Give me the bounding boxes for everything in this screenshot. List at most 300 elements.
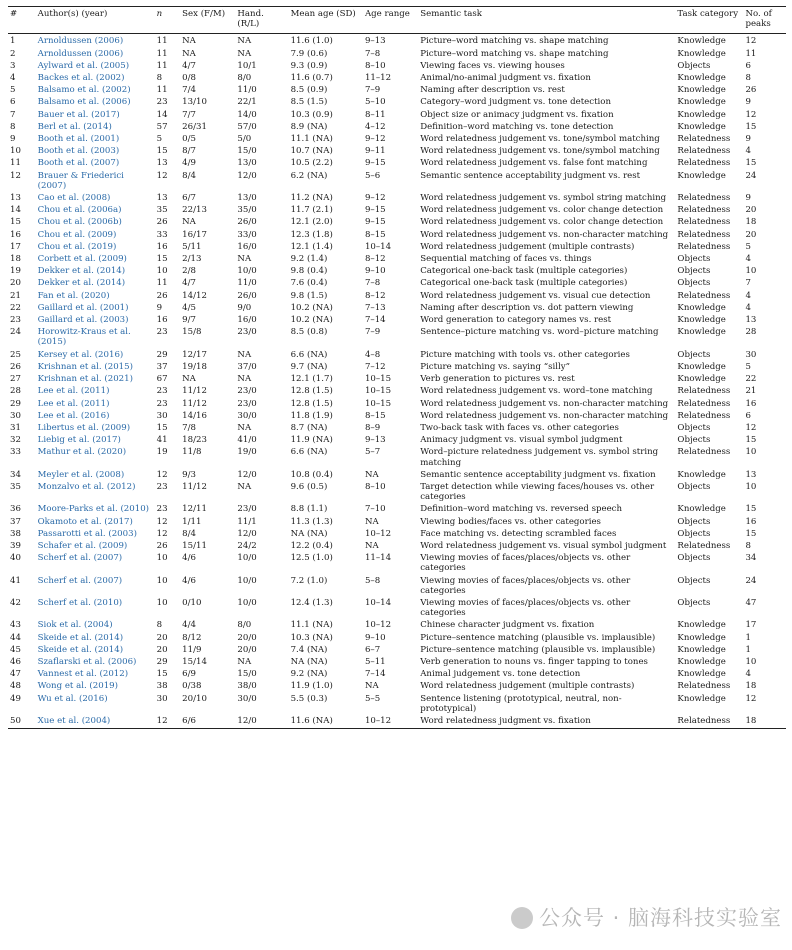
cell-handedness: NA — [237, 254, 252, 265]
table-row — [8, 228, 786, 240]
cell-num: 2 — [10, 48, 16, 59]
cell-author[interactable]: Libertus et al. (2009) — [37, 422, 131, 433]
cell-sex: 4/6 — [182, 575, 196, 586]
cell-num-peaks: 10 — [745, 447, 757, 458]
cell-sex: 2/8 — [182, 266, 196, 277]
cell-age-range: 5–11 — [364, 656, 386, 667]
cell-num-peaks: 8 — [745, 73, 751, 84]
watermark-text: 公众号 · 脑海科技实验室 — [538, 906, 782, 930]
cell-handedness: 13/0 — [237, 158, 257, 169]
cell-author[interactable]: Lee et al. (2011) — [37, 386, 110, 397]
cell-author[interactable]: Berl et al. (2014) — [37, 121, 112, 132]
cell-n: 16 — [156, 315, 168, 326]
cell-handedness: 41/0 — [237, 435, 257, 446]
cell-n: 19 — [156, 447, 168, 458]
cell-author[interactable]: Fan et al. (2020) — [37, 290, 110, 301]
cell-mean-age: 8.7 (NA) — [290, 422, 328, 433]
cell-n: 11 — [156, 60, 168, 71]
cell-sex: 18/23 — [182, 435, 207, 446]
cell-author[interactable]: Dekker et al. (2014) — [37, 278, 126, 289]
table-row — [8, 252, 786, 264]
cell-handedness: 20/0 — [237, 644, 257, 655]
cell-age-range: 5–5 — [364, 693, 381, 704]
cell-handedness: 9/0 — [237, 302, 252, 313]
cell-handedness: 20/0 — [237, 632, 257, 643]
cell-sex: 4/4 — [182, 620, 196, 631]
cell-mean-age: 11.9 (1.0) — [290, 681, 333, 692]
cell-task-category: Relatedness — [677, 229, 731, 240]
cell-num: 10 — [10, 146, 21, 157]
cell-handedness: 10/0 — [237, 575, 257, 586]
table-row — [8, 144, 786, 156]
cell-n: 10 — [156, 597, 168, 608]
cell-num: 19 — [10, 266, 21, 277]
cell-author[interactable]: Scherf et al. (2007) — [37, 553, 123, 564]
cell-author[interactable]: Krishnan et al. (2015) — [37, 361, 133, 372]
table-row — [8, 325, 786, 347]
cell-num-peaks: 5 — [745, 241, 751, 252]
cell-semantic-task: Naming after description vs. rest — [420, 85, 565, 96]
table-row — [8, 313, 786, 325]
cell-num: 20 — [10, 278, 21, 289]
cell-sex: NA — [182, 36, 196, 47]
table-row — [8, 667, 786, 679]
cell-author[interactable]: Arnoldussen (2006) — [37, 36, 124, 47]
cell-author[interactable]: Dekker et al. (2014) — [37, 266, 126, 277]
cell-sex: 13/10 — [182, 97, 207, 108]
cell-age-range: 8–9 — [364, 422, 381, 433]
cell-author[interactable]: Brauer & Friederici (2007) — [37, 170, 124, 191]
cell-sex: NA — [182, 48, 196, 59]
cell-n: 8 — [156, 620, 163, 631]
cell-n: 23 — [156, 327, 168, 338]
cell-author[interactable]: Gaillard et al. (2003) — [37, 315, 129, 326]
cell-semantic-task: Categorical one-back task (multiple categories) — [420, 278, 628, 289]
cell-mean-age: 10.5 (2.2) — [290, 158, 333, 169]
cell-semantic-task: Word generation to category names vs. rest — [420, 315, 612, 326]
cell-handedness: NA — [237, 374, 252, 385]
cell-semantic-task: Word relatedness judgement vs. non-character matching — [420, 410, 669, 421]
cell-author[interactable]: Balsamo et al. (2006) — [37, 97, 131, 108]
wechat-icon — [511, 907, 533, 929]
cell-task-category: Knowledge — [677, 302, 726, 313]
cell-num-peaks: 8 — [745, 540, 751, 551]
cell-sex: 4/7 — [182, 278, 196, 289]
cell-n: 10 — [156, 575, 168, 586]
cell-task-category: Relatedness — [677, 217, 731, 228]
cell-age-range: NA — [364, 540, 379, 551]
cell-author[interactable]: Okamoto et al. (2017) — [37, 516, 133, 527]
cell-author[interactable]: Cao et al. (2008) — [37, 193, 111, 204]
cell-semantic-task: Sequential matching of faces vs. things — [420, 254, 592, 265]
cell-num: 7 — [10, 109, 16, 120]
cell-mean-age: 12.2 (0.4) — [290, 540, 333, 551]
cell-n: 9 — [156, 302, 163, 313]
cell-num: 1 — [10, 36, 16, 47]
cell-num-peaks: 10 — [745, 656, 757, 667]
cell-task-category: Knowledge — [677, 97, 726, 108]
cell-task-category: Relatedness — [677, 193, 731, 204]
cell-task-category: Knowledge — [677, 85, 726, 96]
cell-num-peaks: 9 — [745, 193, 751, 204]
cell-mean-age: 6.6 (NA) — [290, 447, 328, 458]
cell-task-category: Knowledge — [677, 73, 726, 84]
cell-author[interactable]: Scherf et al. (2007) — [37, 575, 123, 586]
cell-handedness: 23/0 — [237, 327, 257, 338]
cell-sex: 14/16 — [182, 410, 207, 421]
cell-task-category: Objects — [677, 553, 711, 564]
header-handedness: Hand. (R/L) — [235, 7, 288, 34]
cell-semantic-task: Definition–word matching vs. reversed speech — [420, 504, 623, 515]
cell-age-range: 8–10 — [364, 60, 386, 71]
cell-sex: 11/9 — [182, 644, 202, 655]
cell-mean-age: 9.3 (0.9) — [290, 60, 328, 71]
cell-author[interactable]: Mathur et al. (2020) — [37, 447, 127, 458]
cell-sex: 19/18 — [182, 361, 207, 372]
cell-n: 11 — [156, 85, 168, 96]
cell-semantic-task: Picture matching with tools vs. other categories — [420, 349, 630, 360]
cell-mean-age: 10.2 (NA) — [290, 315, 333, 326]
cell-author[interactable]: Aylward et al. (2005) — [37, 60, 130, 71]
cell-num: 38 — [10, 528, 21, 539]
cell-task-category: Objects — [677, 575, 711, 586]
cell-task-category: Relatedness — [677, 398, 731, 409]
table-row — [8, 169, 786, 191]
cell-author[interactable]: Skeide et al. (2014) — [37, 632, 124, 643]
cell-mean-age: NA (NA) — [290, 528, 328, 539]
cell-author[interactable]: Scherf et al. (2010) — [37, 597, 123, 608]
cell-mean-age: 9.6 (0.5) — [290, 481, 328, 492]
cell-mean-age: 8.9 (NA) — [290, 121, 328, 132]
cell-sex: 15/11 — [182, 540, 207, 551]
cell-n: 33 — [156, 229, 168, 240]
cell-age-range: 5–7 — [364, 447, 381, 458]
cell-num-peaks: 16 — [745, 398, 757, 409]
cell-mean-age: 12.4 (1.3) — [290, 597, 333, 608]
cell-author[interactable]: Kersey et al. (2016) — [37, 349, 124, 360]
cell-sex: 11/12 — [182, 398, 207, 409]
cell-mean-age: 10.2 (NA) — [290, 302, 333, 313]
cell-sex: 20/10 — [182, 693, 207, 704]
cell-n: 26 — [156, 290, 168, 301]
cell-age-range: 5–6 — [364, 170, 381, 181]
cell-semantic-task: Word relatedness judgement vs. tone/symbol matching — [420, 134, 660, 145]
cell-num-peaks: 1 — [745, 644, 751, 655]
cell-mean-age: 6.2 (NA) — [290, 170, 328, 181]
cell-age-range: 5–10 — [364, 97, 386, 108]
table-row — [8, 409, 786, 421]
cell-num: 50 — [8, 714, 36, 729]
cell-age-range: 7–12 — [364, 361, 386, 372]
watermark — [511, 902, 782, 932]
cell-num-peaks: 6 — [745, 410, 751, 421]
cell-semantic-task: Word relatedness judgement vs. visual cue detection — [420, 290, 651, 301]
cell-handedness: 11/1 — [237, 516, 257, 527]
cell-handedness: 15/0 — [237, 669, 257, 680]
cell-author[interactable]: Vannest et al. (2012) — [37, 669, 129, 680]
cell-author[interactable]: Monzalvo et al. (2012) — [37, 481, 136, 492]
cell-author[interactable]: Skeide et al. (2014) — [37, 644, 124, 655]
cell-num: 11 — [10, 158, 21, 169]
cell-author[interactable]: Arnoldussen (2006) — [37, 48, 124, 59]
cell-sex: 4/9 — [182, 158, 196, 169]
cell-task-category: Knowledge — [677, 36, 726, 47]
cell-mean-age: 11.1 (NA) — [290, 134, 333, 145]
cell-task-category: Objects — [677, 528, 711, 539]
cell-mean-age: 9.2 (1.4) — [290, 254, 328, 265]
cell-handedness: 23/0 — [237, 386, 257, 397]
cell-num: 33 — [10, 447, 21, 458]
cell-task-category: Relatedness — [677, 386, 731, 397]
cell-author[interactable]: Lee et al. (2016) — [37, 410, 110, 421]
cell-task-category: Relatedness — [677, 410, 731, 421]
table-row — [8, 289, 786, 301]
cell-n: 30 — [156, 693, 168, 704]
cell-author[interactable]: Chou et al. (2006a) — [37, 205, 122, 216]
table-header-row — [8, 7, 786, 34]
cell-age-range: 8–10 — [364, 481, 386, 492]
cell-age-range: 7–9 — [364, 327, 381, 338]
cell-num: 37 — [10, 516, 21, 527]
cell-num: 9 — [10, 134, 16, 145]
cell-handedness: 12/0 — [237, 528, 257, 539]
cell-num: 46 — [10, 656, 21, 667]
cell-num: 27 — [10, 374, 21, 385]
cell-mean-age: 11.1 (NA) — [290, 620, 333, 631]
cell-age-range: 10–15 — [364, 386, 392, 397]
cell-author[interactable]: Szaflarski et al. (2006) — [37, 656, 137, 667]
cell-mean-age: 12.1 (1.7) — [290, 374, 333, 385]
cell-mean-age: 8.5 (0.9) — [290, 85, 328, 96]
cell-num: 15 — [10, 217, 21, 228]
cell-num: 6 — [10, 97, 16, 108]
cell-n: 12 — [155, 714, 181, 729]
cell-semantic-task: Viewing movies of faces/places/objects vs. other categories — [420, 553, 631, 574]
cell-age-range: 10–12 — [363, 714, 418, 729]
cell-handedness: 26/0 — [237, 290, 257, 301]
cell-task-category: Relatedness — [677, 540, 731, 551]
cell-task-category: Knowledge — [677, 361, 726, 372]
cell-handedness: 24/2 — [237, 540, 257, 551]
cell-num-peaks: 12 — [745, 109, 757, 120]
table-row — [8, 372, 786, 384]
cell-mean-age: 7.6 (0.4) — [290, 278, 328, 289]
cell-sex: 7/4 — [182, 85, 196, 96]
cell-author[interactable]: Lee et al. (2011) — [37, 398, 110, 409]
cell-author[interactable]: Liebig et al. (2017) — [37, 435, 121, 446]
cell-semantic-task: Categorical one-back task (multiple categories) — [420, 266, 628, 277]
cell-num: 49 — [10, 693, 21, 704]
cell-sex: 2/13 — [182, 254, 202, 265]
cell-n: 35 — [156, 205, 168, 216]
cell-mean-age: 9.8 (1.5) — [290, 290, 328, 301]
cell-semantic-task: Viewing bodies/faces vs. other categories — [420, 516, 601, 527]
cell-semantic-task: Word relatedness judgement vs. non-character matching — [420, 229, 669, 240]
cell-num-peaks: 4 — [745, 146, 751, 157]
cell-author[interactable]: Booth et al. (2001) — [37, 134, 120, 145]
cell-mean-age: 11.8 (1.9) — [290, 410, 333, 421]
cell-task-category: Objects — [677, 516, 711, 527]
table-row — [8, 156, 786, 168]
cell-handedness: 10/0 — [237, 597, 257, 608]
cell-num-peaks: 17 — [745, 620, 757, 631]
cell-author[interactable]: Krishnan et al. (2021) — [37, 374, 133, 385]
cell-age-range: 7–13 — [364, 302, 386, 313]
cell-author[interactable]: Corbett et al. (2009) — [37, 254, 127, 265]
cell-sex: 12/11 — [182, 504, 207, 515]
cell-sex: NA — [182, 374, 196, 385]
cell-sex: 15/14 — [182, 656, 207, 667]
cell-handedness: 8/0 — [237, 73, 252, 84]
cell-author[interactable]: Wong et al. (2019) — [37, 681, 118, 692]
cell-author[interactable]: Backes et al. (2002) — [37, 73, 125, 84]
cell-n: 23 — [156, 97, 168, 108]
cell-num-peaks: 10 — [745, 266, 757, 277]
cell-author[interactable]: Moore-Parks et al. (2010) — [37, 504, 150, 515]
cell-n: 11 — [156, 278, 168, 289]
cell-num: 42 — [10, 597, 21, 608]
cell-semantic-task: Word–picture relatedness judgement vs. symbol string matching — [420, 447, 659, 468]
cell-author[interactable]: Chou et al. (2009) — [37, 229, 117, 240]
cell-mean-age: 11.6 (NA) — [289, 714, 363, 729]
table-row — [8, 360, 786, 372]
cell-mean-age: 9.2 (NA) — [290, 669, 328, 680]
cell-sex: 6/6 — [180, 714, 235, 729]
cell-semantic-task: Word relatedness judgement vs. color change detection — [420, 217, 664, 228]
cell-num-peaks: 12 — [745, 36, 757, 47]
cell-num: 44 — [10, 632, 21, 643]
cell-num: 48 — [10, 681, 21, 692]
cell-author[interactable]: Bauer et al. (2017) — [37, 109, 120, 120]
cell-n: 15 — [156, 146, 168, 157]
table-row — [8, 421, 786, 433]
cell-num-peaks: 12 — [745, 422, 757, 433]
cell-task-category: Relatedness — [677, 134, 731, 145]
cell-semantic-task: Animacy judgment vs. visual symbol judgment — [420, 435, 623, 446]
cell-handedness: 12/0 — [235, 714, 288, 729]
cell-author[interactable]: Wu et al. (2016) — [37, 693, 108, 704]
cell-age-range: 7–14 — [364, 315, 386, 326]
cell-num-peaks: 15 — [745, 528, 757, 539]
header-num-peaks: No. of peaks — [743, 7, 786, 34]
cell-sex: 4/6 — [182, 553, 196, 564]
cell-handedness: 33/0 — [237, 229, 257, 240]
table-row — [8, 643, 786, 655]
cell-num: 34 — [10, 469, 21, 480]
cell-n: 20 — [156, 632, 168, 643]
cell-handedness: 30/0 — [237, 693, 257, 704]
cell-num-peaks: 22 — [745, 374, 757, 385]
table-row — [8, 468, 786, 480]
cell-n: 23 — [156, 386, 168, 397]
cell-handedness: 30/0 — [237, 410, 257, 421]
cell-author[interactable]: Schafer et al. (2009) — [37, 540, 128, 551]
cell-n: 38 — [156, 681, 168, 692]
cell-age-range: 7–8 — [364, 278, 381, 289]
cell-sex: 4/7 — [182, 60, 196, 71]
cell-author[interactable]: Siok et al. (2004) — [37, 620, 113, 631]
cell-author[interactable]: Booth et al. (2003) — [37, 146, 120, 157]
table-row — [8, 34, 786, 47]
cell-num-peaks: 24 — [745, 170, 757, 181]
cell-handedness: 35/0 — [237, 205, 257, 216]
cell-num: 14 — [10, 205, 21, 216]
cell-author[interactable]: Chou et al. (2019) — [37, 241, 117, 252]
cell-mean-age: 11.2 (NA) — [290, 193, 333, 204]
cell-mean-age: 7.2 (1.0) — [290, 575, 328, 586]
cell-task-category: Knowledge — [677, 620, 726, 631]
cell-handedness: 19/0 — [237, 447, 257, 458]
cell-semantic-task: Naming after description vs. dot pattern viewing — [420, 302, 634, 313]
cell-num-peaks: 4 — [745, 669, 751, 680]
cell-n: 57 — [156, 121, 168, 132]
cell-num-peaks: 18 — [745, 217, 757, 228]
cell-n: 30 — [156, 410, 168, 421]
cell-num-peaks: 15 — [745, 435, 757, 446]
cell-age-range: 11–12 — [364, 73, 392, 84]
cell-num-peaks: 20 — [745, 229, 757, 240]
cell-age-range: 9–13 — [364, 435, 386, 446]
cell-num: 5 — [10, 85, 16, 96]
cell-age-range: 9–15 — [364, 205, 386, 216]
table-row — [8, 596, 786, 618]
table-row — [8, 655, 786, 667]
cell-num: 23 — [10, 315, 21, 326]
cell-n: 26 — [156, 217, 168, 228]
cell-task-category: Knowledge — [677, 315, 726, 326]
table-row — [8, 132, 786, 144]
cell-num: 13 — [10, 193, 21, 204]
cell-handedness: 38/0 — [237, 681, 257, 692]
cell-author[interactable]: Gaillard et al. (2001) — [37, 302, 129, 313]
cell-num-peaks: 9 — [745, 134, 751, 145]
cell-author[interactable]: Booth et al. (2007) — [37, 158, 120, 169]
cell-author[interactable]: Meyler et al. (2008) — [37, 469, 125, 480]
table-row — [8, 215, 786, 227]
cell-semantic-task: Sentence listening (prototypical, neutral, non-prototypical) — [420, 693, 622, 714]
table-row — [8, 108, 786, 120]
cell-semantic-task: Word relatedness judgement vs. false font matching — [420, 158, 648, 169]
cell-age-range: 10–15 — [364, 398, 392, 409]
cell-num: 28 — [10, 386, 21, 397]
cell-num: 35 — [10, 481, 21, 492]
cell-sex: 26/31 — [182, 121, 207, 132]
cell-task-category: Objects — [677, 349, 711, 360]
cell-author[interactable]: Balsamo et al. (2002) — [37, 85, 131, 96]
cell-task-category: Relatedness — [677, 146, 731, 157]
cell-author[interactable]: Chou et al. (2006b) — [37, 217, 122, 228]
cell-age-range: 9–15 — [364, 217, 386, 228]
header-sex: Sex (F/M) — [180, 7, 235, 34]
cell-n: 11 — [156, 36, 168, 47]
cell-author[interactable]: Horowitz-Kraus et al. (2015) — [37, 327, 131, 348]
table-row — [8, 47, 786, 59]
cell-handedness: 23/0 — [237, 398, 257, 409]
cell-num: 4 — [10, 73, 16, 84]
cell-semantic-task: Word relatedness judgement vs. word–tone matching — [420, 386, 653, 397]
cell-mean-age: 8.5 (0.8) — [290, 327, 328, 338]
cell-age-range: 11–14 — [364, 553, 392, 564]
cell-author[interactable]: Passarotti et al. (2003) — [37, 528, 137, 539]
cell-num: 22 — [10, 302, 21, 313]
cell-num-peaks: 16 — [745, 516, 757, 527]
cell-num-peaks: 4 — [745, 302, 751, 313]
cell-task-category: Objects — [677, 481, 711, 492]
cell-sex: 8/4 — [182, 170, 196, 181]
cell-author[interactable]: Xue et al. (2004) — [36, 714, 155, 729]
cell-mean-age: 10.8 (0.4) — [290, 469, 333, 480]
cell-semantic-task: Definition–word matching vs. tone detection — [420, 121, 614, 132]
